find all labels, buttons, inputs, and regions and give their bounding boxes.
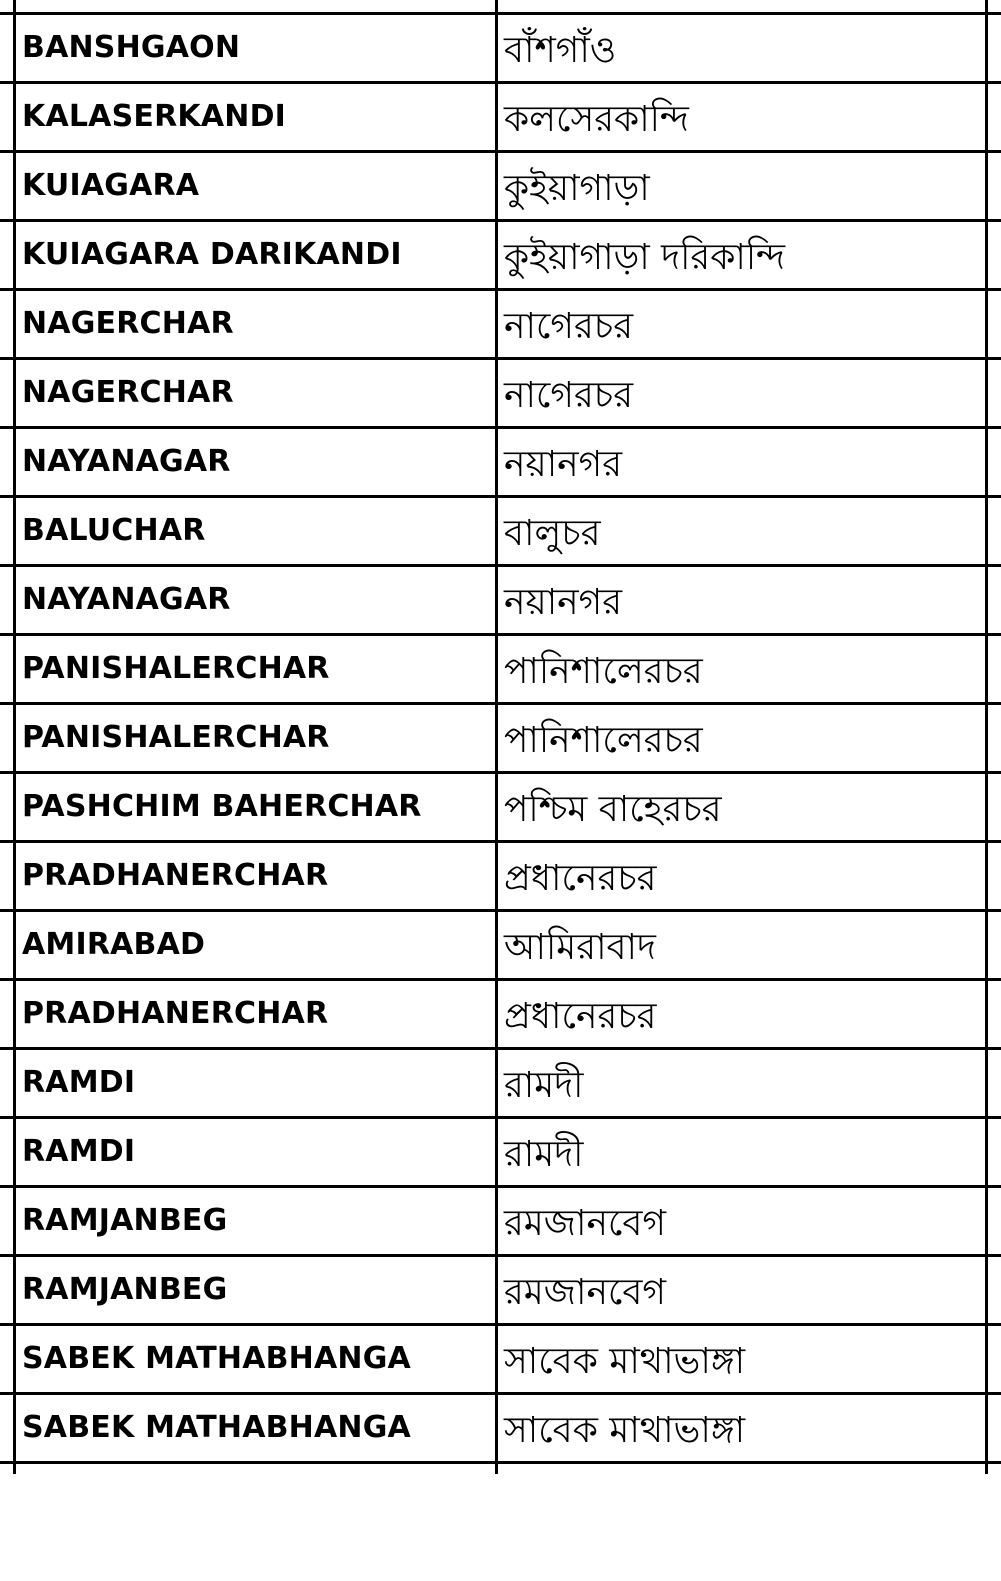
english-name-cell: KUIAGARA <box>22 168 200 203</box>
english-name-cell: SABEK MATHABHANGA <box>22 1341 411 1376</box>
bengali-name-cell: পানিশালেরচর <box>504 651 703 692</box>
english-name-cell: NAGERCHAR <box>22 375 234 410</box>
bengali-name-cell: কুইয়াগাড়া দরিকান্দি <box>504 237 785 278</box>
bengali-name-cell: পশ্চিম বাহেরচর <box>504 789 722 830</box>
table-row <box>0 702 1001 771</box>
english-name-cell: RAMDI <box>22 1134 136 1169</box>
table-row <box>0 978 1001 1047</box>
bengali-name-cell: সাবেক মাথাভাঙ্গা <box>504 1410 746 1451</box>
bengali-name-cell: রমজানবেগ <box>504 1203 667 1244</box>
bengali-name-cell: নয়ানগর <box>504 582 623 623</box>
table-row <box>0 771 1001 840</box>
village-name-table <box>0 12 1001 1464</box>
bengali-name-cell: পানিশালেরচর <box>504 720 703 761</box>
table-row <box>0 1116 1001 1185</box>
bengali-name-cell: কলসেরকান্দি <box>504 99 689 140</box>
english-name-cell: RAMJANBEG <box>22 1203 228 1238</box>
english-name-cell: BALUCHAR <box>22 513 206 548</box>
english-name-cell: NAGERCHAR <box>22 306 234 341</box>
bengali-name-cell: নাগেরচর <box>504 306 634 347</box>
table-row <box>0 288 1001 357</box>
bengali-name-cell: নয়ানগর <box>504 444 623 485</box>
bengali-name-cell: নাগেরচর <box>504 375 634 416</box>
bengali-name-cell: রমজানবেগ <box>504 1272 667 1313</box>
bengali-name-cell: আমিরাবাদ <box>504 927 656 968</box>
bengali-name-cell: রামদী <box>504 1065 584 1106</box>
table-row <box>0 150 1001 219</box>
english-name-cell: PANISHALERCHAR <box>22 651 330 686</box>
english-name-cell: RAMDI <box>22 1065 136 1100</box>
table-row <box>0 840 1001 909</box>
english-name-cell: RAMJANBEG <box>22 1272 228 1307</box>
table-row <box>0 1392 1001 1464</box>
english-name-cell: PANISHALERCHAR <box>22 720 330 755</box>
bengali-name-cell: সাবেক মাথাভাঙ্গা <box>504 1341 746 1382</box>
table-row <box>0 1254 1001 1323</box>
english-name-cell: BANSHGAON <box>22 30 241 65</box>
english-name-cell: SABEK MATHABHANGA <box>22 1410 411 1445</box>
bengali-name-cell: বাঁশগাঁও <box>504 30 617 71</box>
table-row <box>0 1323 1001 1392</box>
table-row <box>0 357 1001 426</box>
table-row <box>0 909 1001 978</box>
table-row <box>0 219 1001 288</box>
english-name-cell: KALASERKANDI <box>22 99 287 134</box>
previous-header-row-edge <box>0 0 1001 12</box>
english-name-cell: PRADHANERCHAR <box>22 996 329 1031</box>
bengali-name-cell: রামদী <box>504 1134 584 1175</box>
table-row <box>0 1185 1001 1254</box>
bengali-name-cell: কুইয়াগাড়া <box>504 168 650 209</box>
english-name-cell: PRADHANERCHAR <box>22 858 329 893</box>
english-name-cell: AMIRABAD <box>22 927 206 962</box>
table-row <box>0 1047 1001 1116</box>
table-row <box>0 12 1001 81</box>
english-name-cell: KUIAGARA DARIKANDI <box>22 237 402 272</box>
bengali-name-cell: প্রধানেরচর <box>504 858 657 899</box>
bengali-name-cell: বালুচর <box>504 513 601 554</box>
bengali-name-cell: প্রধানেরচর <box>504 996 657 1037</box>
table-row <box>0 564 1001 633</box>
english-name-cell: NAYANAGAR <box>22 444 231 479</box>
table-row <box>0 495 1001 564</box>
english-name-cell: NAYANAGAR <box>22 582 231 617</box>
table-row <box>0 426 1001 495</box>
table-row <box>0 81 1001 150</box>
english-name-cell: PASHCHIM BAHERCHAR <box>22 789 422 824</box>
table-row <box>0 633 1001 702</box>
